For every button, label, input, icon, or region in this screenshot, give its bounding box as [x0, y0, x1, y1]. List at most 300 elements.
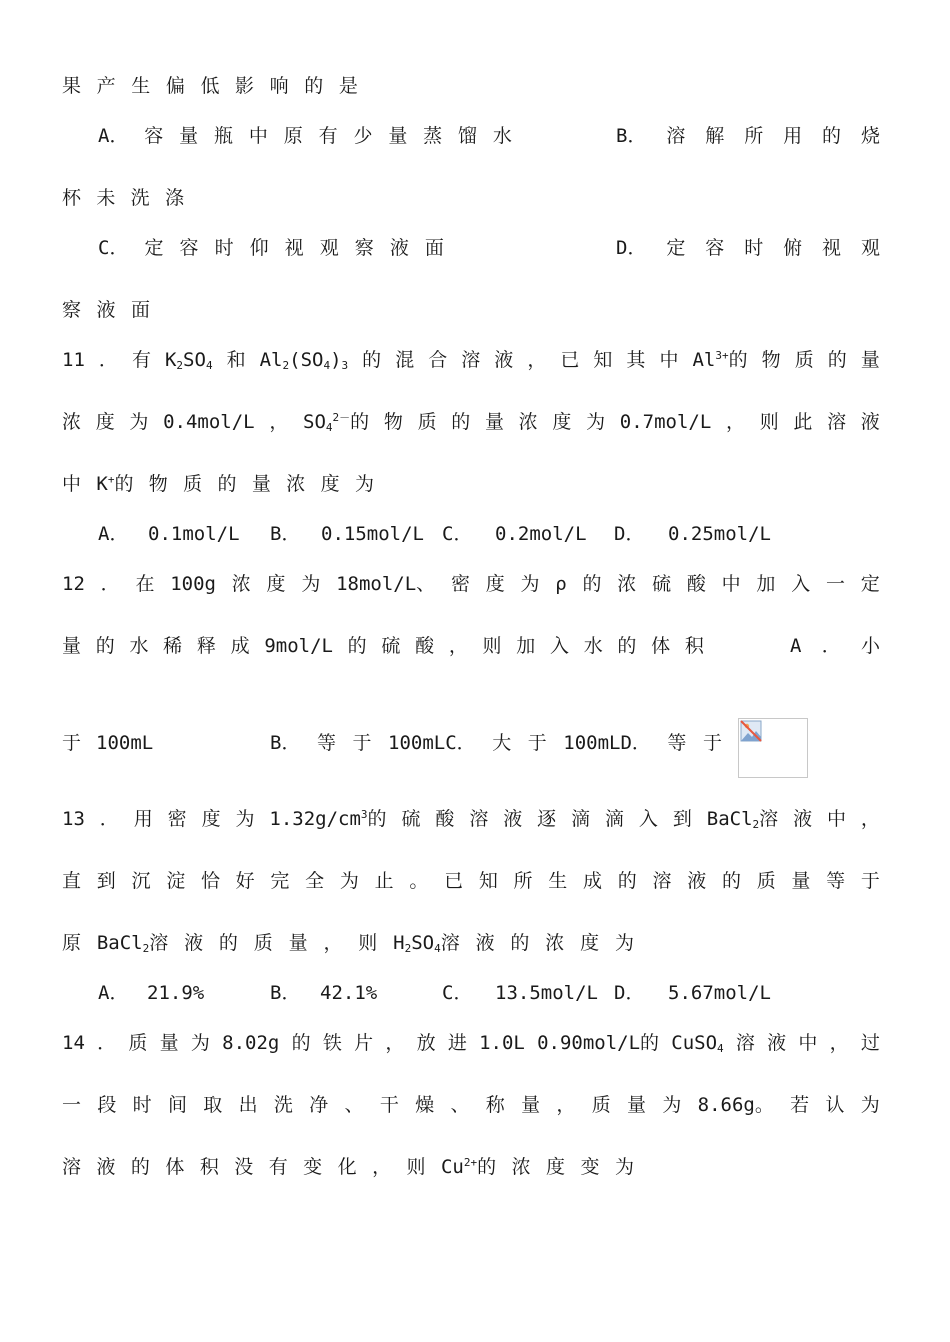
- option-letter: B．: [270, 982, 301, 1004]
- question-13-line-2: [62, 867, 880, 895]
- text-char: 积: [684, 635, 704, 657]
- text-char: 的: [218, 932, 238, 954]
- text-char: 大: [492, 732, 512, 754]
- question-11-line-1: [62, 346, 880, 374]
- text-char: 察: [354, 237, 374, 259]
- text-char: 中: [721, 573, 741, 595]
- text-char: 的: [291, 1032, 311, 1054]
- text-char: Al: [692, 349, 716, 371]
- text-char: 的: [130, 1156, 150, 1178]
- option-letter: C．: [442, 523, 473, 545]
- text-char: 偏: [165, 75, 185, 97]
- text-char: ，: [323, 932, 343, 954]
- text-char: 到: [672, 808, 692, 830]
- text-char: 100g: [170, 573, 216, 595]
- option-letter: A．: [98, 982, 129, 1004]
- text-char: 为: [860, 1094, 880, 1116]
- text-char: 量: [627, 1094, 647, 1116]
- formula-bacl2: [97, 929, 168, 957]
- text-char: 溶: [149, 932, 169, 954]
- ion-so4: [303, 408, 369, 436]
- text-char: 果: [62, 75, 82, 97]
- text-char: ．: [821, 635, 841, 657]
- text-char: 在: [135, 573, 155, 595]
- text-char: 量: [521, 1094, 541, 1116]
- text-char: 燥: [415, 1094, 435, 1116]
- text-char: 过: [860, 1032, 880, 1054]
- option-letter: C．: [98, 237, 129, 259]
- text-char: 中: [659, 349, 679, 371]
- option-value: 0.25mol/L: [668, 523, 771, 545]
- text-char: 质: [417, 411, 437, 433]
- text-char: 小: [860, 635, 880, 657]
- question-continuation-line: [62, 72, 358, 100]
- text-char: 直: [62, 870, 82, 892]
- text-char: 溶: [759, 808, 779, 830]
- text-char: 溶: [440, 932, 460, 954]
- text-char: ，: [372, 1156, 392, 1178]
- text-char: 液: [475, 932, 495, 954]
- text-char: 2: [752, 818, 760, 831]
- text-char: 蒸: [423, 125, 443, 147]
- option-value: 42.1%: [320, 982, 378, 1004]
- text-char: 完: [270, 870, 290, 892]
- text-char: 于: [702, 732, 722, 754]
- text-char: 段: [97, 1094, 117, 1116]
- text-char: 洗: [273, 1094, 293, 1116]
- text-char: 1.0L: [479, 1032, 525, 1054]
- text-char: 取: [203, 1094, 223, 1116]
- text-char: 的: [217, 473, 237, 495]
- text-char: 量: [288, 932, 308, 954]
- option-value: 0.2mol/L: [495, 523, 587, 545]
- text-char: 未: [96, 187, 116, 209]
- text-char: 释: [196, 635, 216, 657]
- text-char: 度: [320, 473, 340, 495]
- text-char: 恰: [200, 870, 220, 892]
- text-char: 的: [367, 808, 387, 830]
- text-char: 质: [128, 1032, 148, 1054]
- text-char: 的: [582, 573, 602, 595]
- text-char: 观: [319, 237, 339, 259]
- option-letter: D．: [614, 982, 645, 1004]
- text-char: 时: [744, 237, 764, 259]
- text-char: 加: [516, 635, 536, 657]
- text-char: 3: [341, 359, 349, 372]
- text-char: 已: [444, 870, 464, 892]
- text-char: K: [96, 473, 108, 495]
- text-char: 酸: [415, 635, 435, 657]
- text-char: ρ: [555, 573, 567, 595]
- text-char: 化: [337, 1156, 357, 1178]
- text-char: 液: [767, 1032, 787, 1054]
- text-char: 浓: [231, 573, 251, 595]
- text-char: ，: [448, 635, 468, 657]
- text-char: K: [164, 349, 177, 371]
- question-12-option-a: [790, 632, 880, 660]
- text-char: 溶: [666, 125, 686, 147]
- text-char: 度: [201, 808, 221, 830]
- text-char: 进: [447, 1032, 467, 1054]
- question-number: 11: [62, 349, 85, 371]
- text-char: 的: [728, 349, 748, 371]
- text-char: 于: [352, 732, 372, 754]
- text-char: 液: [184, 932, 204, 954]
- value: 0.7mol/L: [619, 411, 712, 433]
- text-char: 的: [95, 635, 115, 657]
- text-char: 量: [251, 473, 271, 495]
- text-char: 9mol/L: [264, 635, 333, 657]
- text-char: 于: [860, 870, 880, 892]
- text-char: 其: [626, 349, 646, 371]
- text-char: 度: [485, 573, 505, 595]
- text-char: 的: [721, 870, 741, 892]
- text-char: 2: [176, 359, 184, 372]
- option-value: 13.5mol/L: [495, 982, 598, 1004]
- text-char: 液: [793, 808, 813, 830]
- text-char: 洗: [130, 187, 150, 209]
- text-char: 馏: [458, 125, 478, 147]
- text-char: BaCl: [706, 808, 753, 830]
- question-13-line-1: [62, 805, 880, 833]
- question-11-line-3: [62, 470, 374, 498]
- text-char: 放: [416, 1032, 436, 1054]
- text-char: 为: [586, 411, 606, 433]
- text-char: 于: [62, 732, 82, 754]
- text-char: 酸: [686, 573, 706, 595]
- text-char: 量: [791, 870, 811, 892]
- text-char: 有: [131, 349, 151, 371]
- text-char: 体: [651, 635, 671, 657]
- broken-image-placeholder: [738, 718, 808, 778]
- text-char: 原: [283, 125, 303, 147]
- text-char: 所: [744, 125, 764, 147]
- text-char: Cu: [440, 1156, 464, 1178]
- text-char: 有: [268, 1156, 288, 1178]
- text-char: 酸: [435, 808, 455, 830]
- text-char: 好: [235, 870, 255, 892]
- text-char: 物: [761, 349, 781, 371]
- question-14-line-3: [62, 1153, 634, 1181]
- text-char: ，: [385, 1032, 405, 1054]
- text-char: 液: [860, 411, 880, 433]
- text-char: 质: [756, 870, 776, 892]
- formula-k2so4: [165, 346, 213, 374]
- concentration-value: [537, 1029, 659, 1057]
- text-char: 则: [358, 932, 378, 954]
- text-char: 等: [667, 732, 687, 754]
- text-char: 仰: [249, 237, 269, 259]
- text-char: 溶: [735, 1032, 755, 1054]
- text-char: 响: [269, 75, 289, 97]
- text-char: Al: [259, 349, 283, 371]
- text-char: 为: [339, 870, 359, 892]
- text-char: 2: [282, 359, 290, 372]
- ion-k-plus: [96, 470, 133, 498]
- text-char: 溶: [461, 349, 481, 371]
- text-char: 的: [827, 349, 847, 371]
- text-char: 为: [129, 411, 149, 433]
- text-char: ，: [556, 1094, 576, 1116]
- text-char: 3+: [715, 349, 729, 362]
- text-char: 为: [301, 573, 321, 595]
- text-char: 质: [591, 1094, 611, 1116]
- option-value: 0.1mol/L: [148, 523, 240, 545]
- question-12-line-1: [62, 570, 880, 598]
- text-char: H: [393, 932, 405, 954]
- option-b: [616, 122, 880, 150]
- text-char: 则: [482, 635, 502, 657]
- text-char: 容: [705, 237, 725, 259]
- text-char: 的: [510, 932, 530, 954]
- text-char: 的: [451, 411, 471, 433]
- formula-h2so4: [393, 929, 460, 957]
- option-letter: C．: [442, 982, 473, 1004]
- text-char: 知: [593, 349, 613, 371]
- text-char: 则: [406, 1156, 426, 1178]
- text-char: 浓: [617, 573, 637, 595]
- text-char: 生: [548, 870, 568, 892]
- text-char: SO: [411, 932, 435, 954]
- text-char: +: [107, 473, 115, 486]
- option-letter: D．: [616, 237, 647, 259]
- question-number: 13: [62, 808, 85, 830]
- text-char: 为: [614, 932, 634, 954]
- text-char: 浓: [545, 932, 565, 954]
- question-13-line-3: [62, 929, 634, 957]
- value: 0.4mol/L: [163, 411, 255, 433]
- text-char: 滴: [571, 808, 591, 830]
- question-number: 14: [62, 1032, 85, 1054]
- text-char: 硫: [381, 635, 401, 657]
- text-char: 100mLC．: [388, 732, 476, 754]
- text-char: 若: [790, 1094, 810, 1116]
- option-value: 21.9%: [147, 982, 205, 1004]
- text-char: 瓶: [214, 125, 234, 147]
- text-char: ．: [98, 349, 118, 371]
- text-char: 用: [783, 125, 803, 147]
- text-char: 液: [494, 349, 514, 371]
- text-char: 量: [484, 411, 504, 433]
- text-char: 度: [546, 1156, 566, 1178]
- option-d: [616, 234, 880, 262]
- text-char: 铁: [322, 1032, 342, 1054]
- formula-cuso4: [671, 1029, 723, 1057]
- text-char: 入: [791, 573, 811, 595]
- text-char: 视: [284, 237, 304, 259]
- value: 8.02g: [222, 1032, 280, 1054]
- text-char: 积: [199, 1156, 219, 1178]
- text-char: 时: [132, 1094, 152, 1116]
- text-char: 到: [96, 870, 116, 892]
- text-char: 所: [513, 870, 533, 892]
- text-char: 密: [450, 573, 470, 595]
- ion-cu2: [441, 1153, 496, 1181]
- text-char: ，: [860, 808, 880, 830]
- text-char: 溶: [62, 1156, 82, 1178]
- text-char: 为: [662, 1094, 682, 1116]
- text-char: 硫: [401, 808, 421, 830]
- question-12-options-bcd: [270, 729, 722, 757]
- text-char: 没: [234, 1156, 254, 1178]
- text-char: 2: [404, 942, 412, 955]
- text-char: 质: [183, 473, 203, 495]
- text-char: 度: [95, 411, 115, 433]
- text-char: 量: [860, 349, 880, 371]
- text-char: 用: [133, 808, 153, 830]
- text-char: ，: [527, 349, 547, 371]
- text-char: 硫: [652, 573, 672, 595]
- text-char: 一: [62, 1094, 82, 1116]
- question-14-line-1: [62, 1029, 880, 1057]
- text-char: 出: [238, 1094, 258, 1116]
- option-letter: A．: [98, 125, 129, 147]
- text-char: 体: [165, 1156, 185, 1178]
- text-char: ．: [97, 1032, 117, 1054]
- text-char: ，: [829, 1032, 849, 1054]
- text-char: SO: [183, 349, 206, 371]
- text-char: 净: [309, 1094, 329, 1116]
- text-char: 成: [230, 635, 250, 657]
- text-char: 浓: [62, 411, 82, 433]
- text-char: SO: [303, 411, 326, 433]
- text-char: 俯: [783, 237, 803, 259]
- question-12-line-2: [62, 632, 704, 660]
- text-char: 液: [503, 808, 523, 830]
- text-char: 片: [354, 1032, 374, 1054]
- text-char: 入: [549, 635, 569, 657]
- text-char: 变: [580, 1156, 600, 1178]
- text-char: 的: [347, 635, 367, 657]
- text-char: 认: [825, 1094, 845, 1116]
- text-char: 产: [96, 75, 116, 97]
- text-char: 滴: [605, 808, 625, 830]
- text-char: 入: [638, 808, 658, 830]
- text-char: CuSO: [671, 1032, 718, 1054]
- text-char: 18mol/L、: [336, 573, 436, 595]
- text-char: 为: [190, 1032, 210, 1054]
- text-char: ．: [99, 808, 119, 830]
- option-c: [98, 234, 444, 262]
- text-char: 已: [560, 349, 580, 371]
- option-d-continuation: [62, 296, 150, 324]
- text-char: 的: [822, 125, 842, 147]
- text-char: 4: [323, 359, 331, 372]
- text-char: 影: [235, 75, 255, 97]
- text-char: 少: [353, 125, 373, 147]
- text-char: 为: [520, 573, 540, 595]
- text-char: 密: [167, 808, 187, 830]
- text-char: BaCl: [96, 932, 143, 954]
- option-letter: B．: [616, 125, 647, 147]
- text-char: 等: [826, 870, 846, 892]
- text-char: 物: [383, 411, 403, 433]
- text-char: 定: [144, 237, 164, 259]
- text-char: 一: [825, 573, 845, 595]
- text-char: 水: [129, 635, 149, 657]
- text-char: 解: [705, 125, 725, 147]
- option-value: 100mL: [96, 732, 154, 754]
- text-char: 2: [142, 942, 150, 955]
- text-char: 4: [205, 359, 213, 372]
- text-char: 此: [793, 411, 813, 433]
- text-char: 液: [96, 1156, 116, 1178]
- text-char: 、: [450, 1094, 470, 1116]
- text-char: 察: [62, 299, 82, 321]
- text-char: 的: [362, 349, 382, 371]
- option-letter: A: [790, 635, 802, 657]
- broken-image-icon: [739, 719, 763, 743]
- text-char: ，: [725, 411, 745, 433]
- text-char: 变: [303, 1156, 323, 1178]
- text-char: 液: [687, 870, 707, 892]
- text-char: 和: [226, 349, 246, 371]
- text-char: 定: [666, 237, 686, 259]
- formula-al2so43: [260, 346, 349, 374]
- text-char: 4: [434, 942, 441, 955]
- text-char: 容: [179, 237, 199, 259]
- text-char: 称: [485, 1094, 505, 1116]
- text-char: 稀: [163, 635, 183, 657]
- text-char: 干: [379, 1094, 399, 1116]
- text-char: 是: [338, 75, 358, 97]
- text-char: 2+: [463, 1156, 478, 1169]
- text-char: 的: [640, 1032, 660, 1054]
- text-char: 烧: [860, 125, 880, 147]
- text-char: 质: [253, 932, 273, 954]
- question-11-line-2: [62, 408, 880, 436]
- text-char: 0.90mol/L: [537, 1032, 641, 1054]
- text-char: 混: [395, 349, 415, 371]
- text-char: 为: [235, 808, 255, 830]
- text-char: 1.32g/cm: [269, 808, 361, 830]
- formula-bacl2: [707, 805, 778, 833]
- text-char: 8.66g。: [697, 1094, 774, 1116]
- text-char: 4: [325, 421, 333, 434]
- text-char: 浓: [286, 473, 306, 495]
- option-value: 5.67mol/L: [668, 982, 771, 1004]
- text-char: 的: [617, 870, 637, 892]
- question-number: 12: [62, 573, 85, 595]
- text-char: 中: [827, 808, 847, 830]
- text-char: 量: [62, 635, 82, 657]
- text-char: 生: [131, 75, 151, 97]
- text-char: 液: [96, 299, 116, 321]
- question-14-line-2: [62, 1091, 880, 1119]
- option-a: [98, 122, 512, 150]
- option-letter: B．: [270, 523, 301, 545]
- text-char: 物: [148, 473, 168, 495]
- text-char: 加: [756, 573, 776, 595]
- text-char: 的: [617, 635, 637, 657]
- text-char: 时: [214, 237, 234, 259]
- text-char: 度: [580, 932, 600, 954]
- option-letter: A．: [98, 523, 129, 545]
- text-char: 面: [424, 237, 444, 259]
- text-char: 原: [62, 932, 82, 954]
- text-char: 则: [759, 411, 779, 433]
- option-value: 0.15mol/L: [321, 523, 424, 545]
- text-char: 溶: [469, 808, 489, 830]
- text-char: 有: [318, 125, 338, 147]
- text-char: 成: [583, 870, 603, 892]
- text-char: 。: [409, 870, 429, 892]
- text-char: 面: [130, 299, 150, 321]
- text-char: 溶: [827, 411, 847, 433]
- text-char: 止: [374, 870, 394, 892]
- text-char: 容: [144, 125, 164, 147]
- text-char: 100mLD．: [563, 732, 651, 754]
